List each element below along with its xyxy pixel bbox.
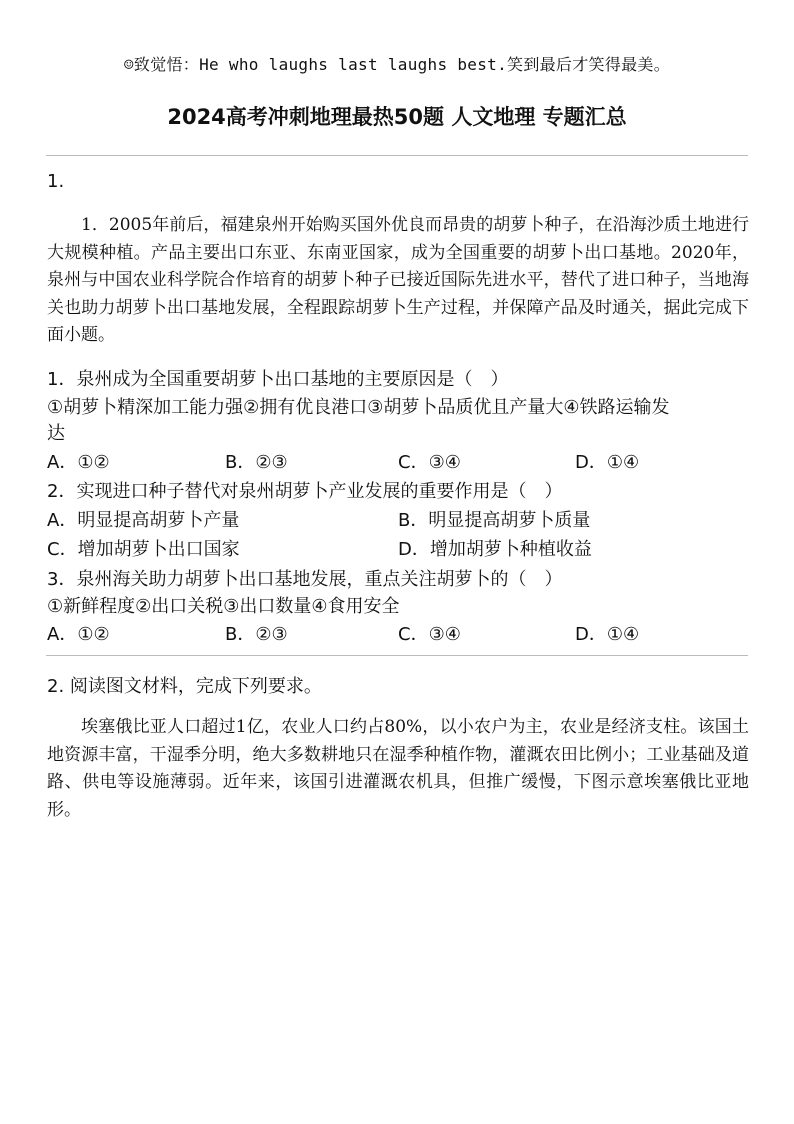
option-a: A．①② [47, 624, 110, 645]
sub-question-3-stem: 3．泉州海关助力胡萝卜出口基地发展，重点关注胡萝卜的（ ） [47, 569, 563, 590]
divider [46, 655, 748, 656]
option-c: C．③④ [398, 624, 461, 645]
question-1-passage: 1．2005年前后，福建泉州开始购买国外优良而昂贵的胡萝卜种子，在沿海沙质土地进行大规模种植。产品主要出口东亚、东南亚国家，成为全国重要的胡萝卜出口基地。2020年，泉州与中国农业科学院合作培育的胡萝卜种子已接近国际先进水平，替代了进口种子，当地海关也助力胡萝卜出口基地发展，全程跟踪胡萝卜生产过程，并保障产品及时通关，据此完成下面小题。 [47, 215, 749, 345]
option-d: D．增加胡萝卜种植收益 [398, 539, 592, 560]
option-d: D．①④ [575, 452, 640, 473]
option-b: B．明显提高胡萝卜质量 [398, 510, 591, 531]
sub-question-1-items-cont: 达 [47, 423, 65, 444]
option-b: B．②③ [225, 624, 288, 645]
option-c: C．③④ [398, 452, 461, 473]
question-number: 1. [47, 171, 65, 192]
question-2-heading: 2. 阅读图文材料，完成下列要求。 [47, 676, 322, 697]
option-c: C．增加胡萝卜出口国家 [47, 539, 240, 560]
question-2-passage: 埃塞俄比亚人口超过1亿，农业人口约占80%，以小农户为主，农业是经济支柱。该国土地资源丰富，干湿季分明，绝大多数耕地只在湿季种植作物，灌溉农田比例小；工业基础及道路、供电等设施薄弱。近年来，该国引进灌溉农机具，但推广缓慢，下图示意埃塞俄比亚地形。 [47, 717, 749, 820]
option-b: B．②③ [225, 452, 288, 473]
sub-question-1-stem: 1．泉州成为全国重要胡萝卜出口基地的主要原因是（ ） [47, 369, 509, 390]
divider [46, 155, 748, 156]
sub-question-3-items: ①新鲜程度②出口关税③出口数量④食用安全 [47, 596, 400, 617]
page-title: 2024高考冲刺地理最热50题 人文地理 专题汇总 [167, 105, 627, 129]
sub-question-2-stem: 2．实现进口种子替代对泉州胡萝卜产业发展的重要作用是（ ） [47, 481, 563, 502]
motto-line: ☺致觉悟：He who laughs last laughs best.笑到最后才笑得最美。 [123, 55, 671, 74]
option-a: A．①② [47, 452, 110, 473]
option-d: D．①④ [575, 624, 640, 645]
sub-question-1-items: ①胡萝卜精深加工能力强②拥有优良港口③胡萝卜品质优且产量大④铁路运输发 [47, 397, 670, 418]
option-a: A．明显提高胡萝卜产量 [47, 510, 240, 531]
